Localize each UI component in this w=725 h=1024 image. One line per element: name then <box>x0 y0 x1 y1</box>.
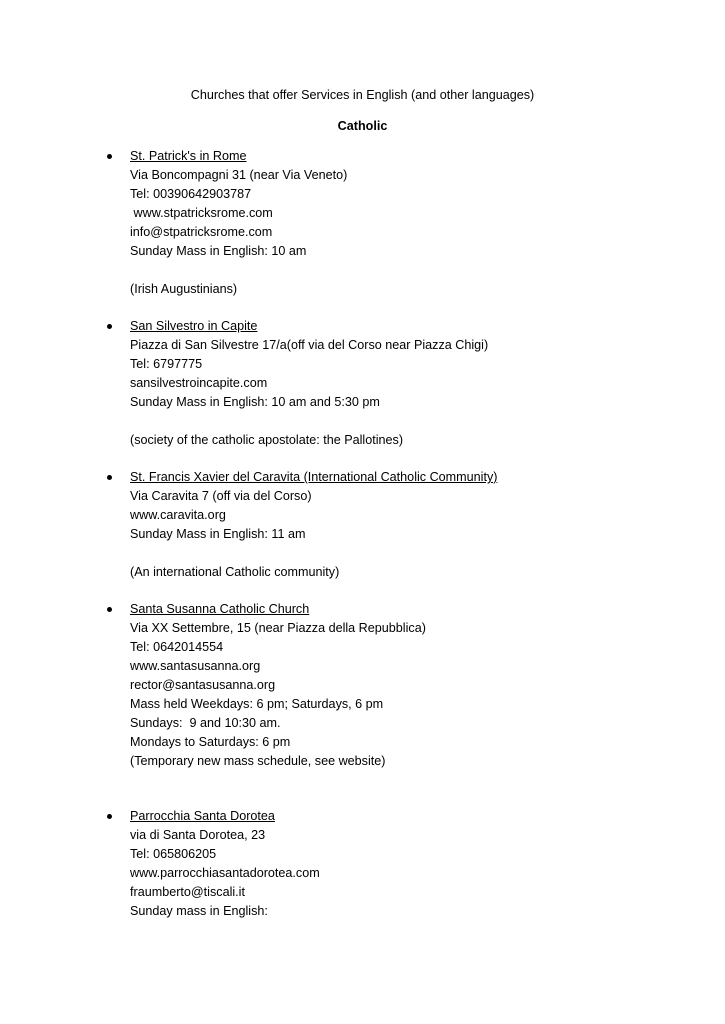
church-name: San Silvestro in Capite <box>130 319 258 333</box>
mass-time-line: Mass held Weekdays: 6 pm; Saturdays, 6 pm <box>130 697 384 711</box>
bullet-icon <box>107 324 112 329</box>
church-entry-san-silvestro <box>130 317 690 450</box>
church-name: Santa Susanna Catholic Church <box>130 602 310 616</box>
church-note: (An international Catholic community) <box>130 565 340 579</box>
section-heading-catholic: Catholic <box>337 119 388 133</box>
mass-time-line: Sunday Mass in English: 11 am <box>130 527 306 541</box>
church-name: Parrocchia Santa Dorotea <box>130 809 275 823</box>
website-line: www.santasusanna.org <box>130 659 261 673</box>
phone-line: Tel: 6797775 <box>130 357 203 371</box>
website-line: www.stpatricksrome.com <box>130 206 273 220</box>
church-name: St. Francis Xavier del Caravita (International Catholic Community) <box>130 470 498 484</box>
church-entry-santa-susanna <box>130 600 690 771</box>
website-line: sansilvestroincapite.com <box>130 376 268 390</box>
website-line: www.parrocchiasantadorotea.com <box>130 866 320 880</box>
bullet-icon <box>107 607 112 612</box>
church-entry-santa-dorotea <box>130 807 690 921</box>
mass-time-line: Sunday mass in English: <box>130 904 268 918</box>
bullet-icon <box>107 475 112 480</box>
phone-line: Tel: 065806205 <box>130 847 217 861</box>
church-entry-st-patricks <box>130 147 690 299</box>
mass-time-line: Sunday Mass in English: 10 am and 5:30 pm <box>130 395 380 409</box>
document-title: Churches that offer Services in English (and other languages) <box>190 88 535 102</box>
email-line: rector@santasusanna.org <box>130 678 276 692</box>
phone-line: Tel: 00390642903787 <box>130 187 252 201</box>
church-name: St. Patrick's in Rome <box>130 149 247 163</box>
church-note: (Irish Augustinians) <box>130 282 238 296</box>
email-line: fraumberto@tiscali.it <box>130 885 245 899</box>
address-line: Piazza di San Silvestre 17/a(off via del Corso near Piazza Chigi) <box>130 338 489 352</box>
phone-line: Tel: 0642014554 <box>130 640 224 654</box>
website-line: www.caravita.org <box>130 508 226 522</box>
bullet-icon <box>107 154 112 159</box>
address-line: Via Boncompagni 31 (near Via Veneto) <box>130 168 348 182</box>
email-line: info@stpatricksrome.com <box>130 225 273 239</box>
church-entry-caravita <box>130 468 690 582</box>
mass-time-line: Sundays: 9 and 10:30 am. <box>130 716 281 730</box>
mass-time-line: Sunday Mass in English: 10 am <box>130 244 307 258</box>
mass-time-line: Mondays to Saturdays: 6 pm <box>130 735 291 749</box>
address-line: Via Caravita 7 (off via del Corso) <box>130 489 312 503</box>
schedule-note: (Temporary new mass schedule, see website) <box>130 754 386 768</box>
address-line: via di Santa Dorotea, 23 <box>130 828 266 842</box>
bullet-icon <box>107 814 112 819</box>
address-line: Via XX Settembre, 15 (near Piazza della Repubblica) <box>130 621 426 635</box>
church-note: (society of the catholic apostolate: the Pallotines) <box>130 433 404 447</box>
